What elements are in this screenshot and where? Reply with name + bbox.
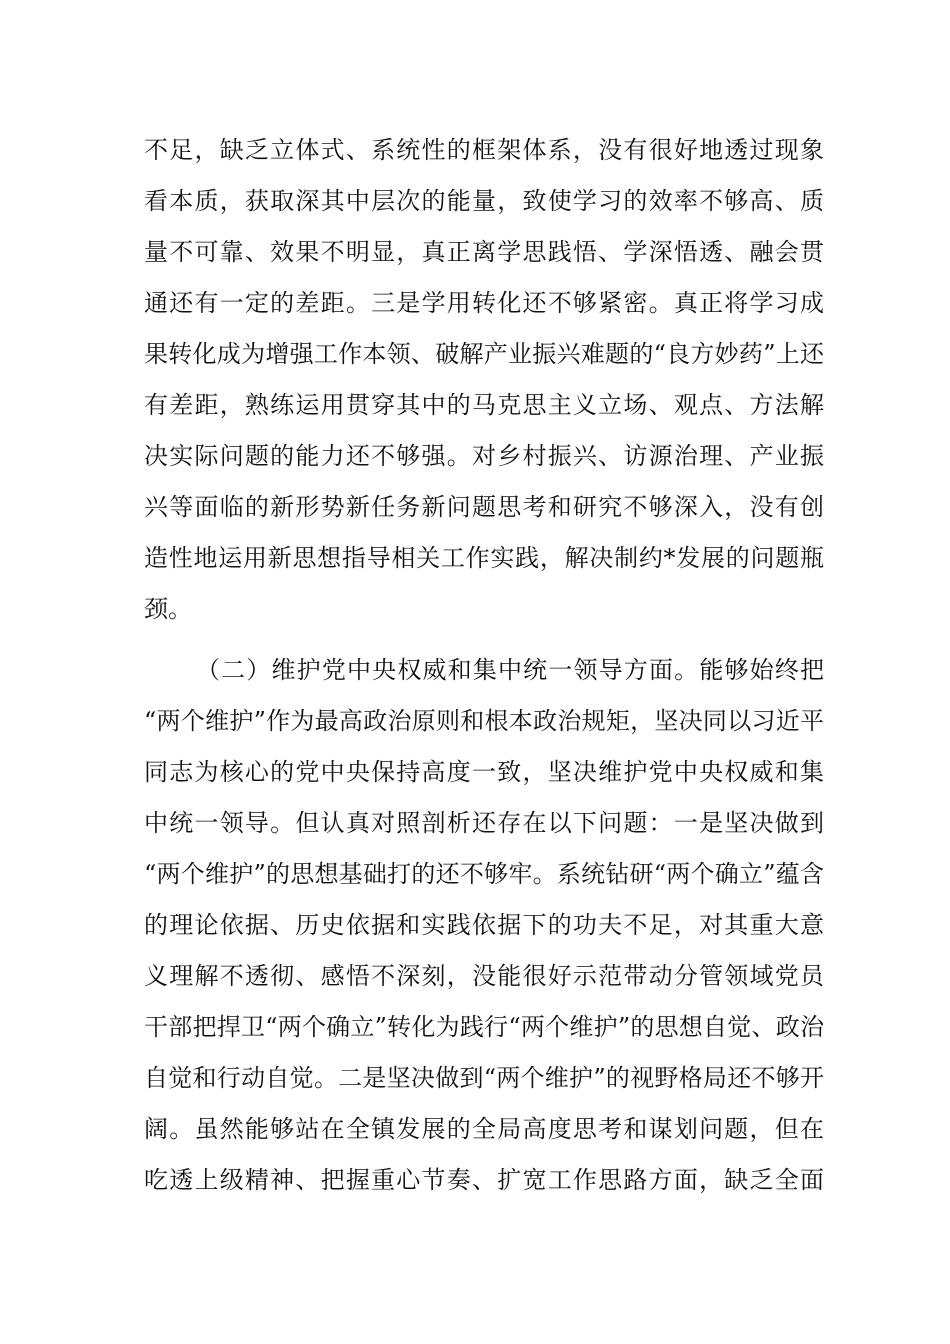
paragraph-2 <box>144 645 824 1206</box>
text-line: 阔。虽然能够站在全镇发展的全局高度思考和谋划问题，但在 <box>144 1115 824 1143</box>
text-line: 看本质，获取深其中层次的能量，致使学习的效率不够高、质 <box>144 187 824 215</box>
text-line: 不足，缺乏立体式、系统性的框架体系，没有很好地透过现象 <box>144 136 824 164</box>
text-line: 决实际问题的能力还不够强。对乡村振兴、访源治理、产业振 <box>144 442 824 470</box>
text-line: 吃透上级精神、把握重心节奏、扩宽工作思路方面，缺乏全面 <box>144 1166 824 1194</box>
text-line: 的理论依据、历史依据和实践依据下的功夫不足，对其重大意 <box>144 911 824 939</box>
text-line: 自觉和行动自觉。二是坚决做到“两个维护”的视野格局还不够开 <box>144 1064 824 1092</box>
text-line: 量不可靠、效果不明显，真正离学思践悟、学深悟透、融会贯 <box>144 238 824 266</box>
paragraph-spacer <box>144 635 824 645</box>
text-line-indented: （二）维护党中央权威和集中统一领导方面。能够始终把 <box>196 656 824 684</box>
text-line: 有差距，熟练运用贯穿其中的马克思主义立场、观点、方法解 <box>144 391 824 419</box>
text-line: 通还有一定的差距。三是学用转化还不够紧密。真正将学习成 <box>144 289 824 317</box>
document-body <box>144 125 824 1206</box>
paragraph-1 <box>144 125 824 635</box>
text-line: 干部把捍卫“两个确立”转化为践行“两个维护”的思想自觉、政治 <box>144 1013 824 1041</box>
text-line: 义理解不透彻、感悟不深刻，没能很好示范带动分管领域党员 <box>144 962 824 990</box>
text-line: 造性地运用新思想指导相关工作实践，解决制约*发展的问题瓶 <box>144 544 824 572</box>
text-line: “两个维护”作为最高政治原则和根本政治规矩，坚决同以习近平 <box>144 707 824 735</box>
text-line: 中统一领导。但认真对照剖析还存在以下问题：一是坚决做到 <box>144 809 824 837</box>
text-line: “两个维护”的思想基础打的还不够牢。系统钻研“两个确立”蕴含 <box>144 860 824 888</box>
text-line: 果转化成为增强工作本领、破解产业振兴难题的“良方妙药”上还 <box>144 340 824 368</box>
text-line: 兴等面临的新形势新任务新问题思考和研究不够深入，没有创 <box>144 493 824 521</box>
text-line: 颈。 <box>144 595 192 623</box>
text-line: 同志为核心的党中央保持高度一致，坚决维护党中央权威和集 <box>144 758 824 786</box>
